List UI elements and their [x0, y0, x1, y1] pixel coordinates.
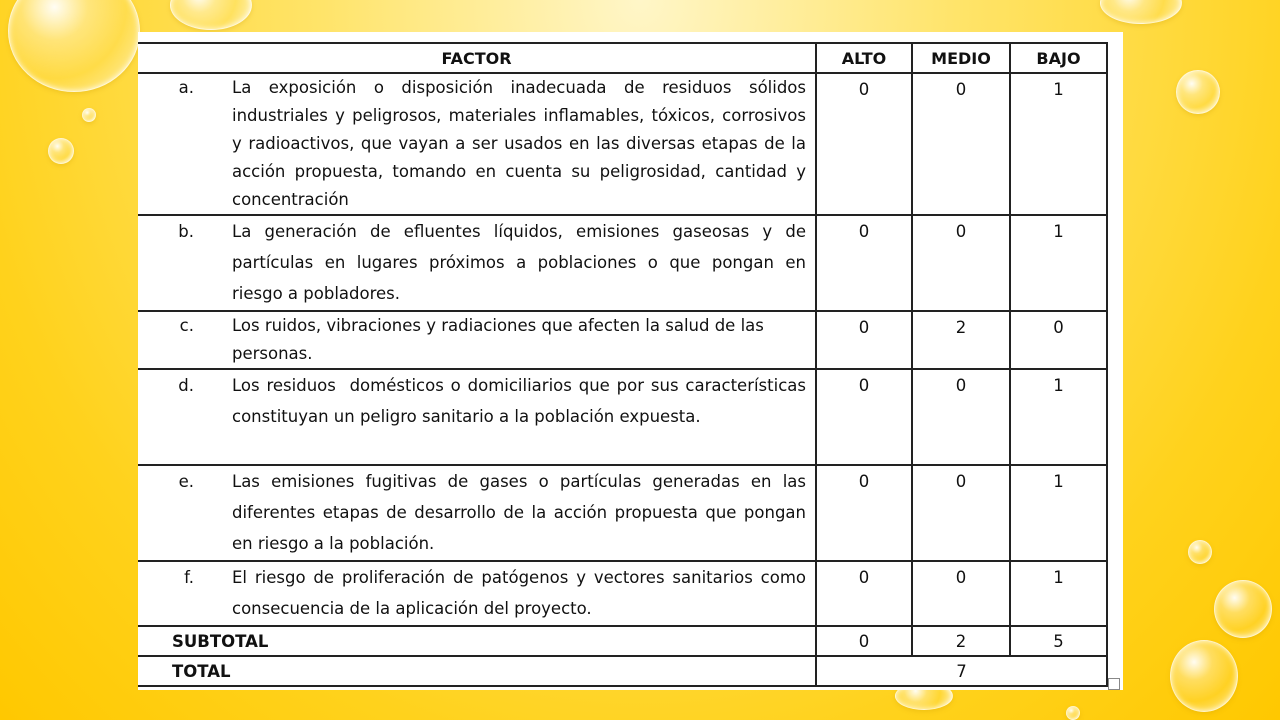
medio-value: 0 — [912, 73, 1010, 215]
table-header-row — [138, 43, 1107, 73]
total-row — [138, 656, 1107, 686]
medio-value: 2 — [912, 311, 1010, 369]
factor-letter: c. — [179, 316, 194, 335]
water-drop-decoration — [1188, 540, 1212, 564]
bajo-value: 1 — [1010, 73, 1107, 215]
bajo-value: 1 — [1010, 465, 1107, 561]
alto-value: 0 — [816, 561, 912, 626]
header-alto: ALTO — [816, 43, 912, 73]
water-drop-decoration — [1176, 70, 1220, 114]
factor-cell — [138, 73, 816, 215]
factor-cell — [138, 311, 816, 369]
table-row — [138, 73, 1107, 215]
factor-letter: e. — [178, 472, 194, 491]
table-row — [138, 311, 1107, 369]
subtotal-label: SUBTOTAL — [138, 626, 816, 656]
medio-value: 0 — [912, 215, 1010, 311]
factor-description: El riesgo de proliferación de patógenos y vectores sanitarios como consecuencia de la aplicación del proyecto. — [232, 568, 806, 618]
table-image — [138, 32, 1123, 690]
medio-value: 0 — [912, 561, 1010, 626]
factor-description: Los residuos domésticos o domiciliarios que por sus características constituyan un peligro sanitario a la población expuesta. — [232, 376, 812, 426]
factor-letter: d. — [178, 376, 194, 395]
alto-value: 0 — [816, 311, 912, 369]
alto-value: 0 — [816, 465, 912, 561]
total-label: TOTAL — [138, 656, 816, 686]
water-drop-decoration — [48, 138, 74, 164]
medio-value: 0 — [912, 369, 1010, 465]
table-resize-handle[interactable] — [1108, 678, 1120, 690]
subtotal-bajo: 5 — [1010, 626, 1107, 656]
factor-description: Los ruidos, vibraciones y radiaciones que afecten la salud de las personas. — [232, 316, 764, 363]
water-drop-decoration — [8, 0, 140, 92]
factor-letter: a. — [178, 78, 194, 97]
subtotal-alto: 0 — [816, 626, 912, 656]
alto-value: 0 — [816, 73, 912, 215]
water-drop-decoration — [1100, 0, 1182, 24]
factor-description: La generación de efluentes líquidos, emisiones gaseosas y de partículas en lugares próximos a poblaciones o que pongan en riesgo a pobladores. — [232, 222, 806, 303]
factor-cell — [138, 561, 816, 626]
table-row — [138, 215, 1107, 311]
water-drop-decoration — [1170, 640, 1238, 712]
header-bajo: BAJO — [1010, 43, 1107, 73]
total-value: 7 — [816, 656, 1107, 686]
water-drop-decoration — [1214, 580, 1272, 638]
factor-description: La exposición o disposición inadecuada de residuos sólidos industriales y peligrosos, materiales inflamables, tóxicos, corrosivos y radioactivos, que vayan a ser usados en las diversas etapas de la acción propuesta, tomando en cuenta su peligrosidad, cantidad y concentración — [232, 78, 806, 209]
bajo-value: 1 — [1010, 369, 1107, 465]
subtotal-row — [138, 626, 1107, 656]
subtotal-medio: 2 — [912, 626, 1010, 656]
bajo-value: 1 — [1010, 215, 1107, 311]
water-drop-decoration — [82, 108, 96, 122]
medio-value: 0 — [912, 465, 1010, 561]
factor-letter: f. — [184, 568, 194, 587]
table-row — [138, 561, 1107, 626]
header-medio: MEDIO — [912, 43, 1010, 73]
factor-letter: b. — [178, 222, 194, 241]
factor-cell — [138, 215, 816, 311]
risk-factor-table — [138, 42, 1108, 687]
alto-value: 0 — [816, 215, 912, 311]
alto-value: 0 — [816, 369, 912, 465]
bajo-value: 0 — [1010, 311, 1107, 369]
water-drop-decoration — [1066, 706, 1080, 720]
factor-description: Las emisiones fugitivas de gases o partículas generadas en las diferentes etapas de desarrollo de la acción propuesta que pongan en riesgo a la población. — [232, 472, 806, 553]
water-drop-decoration — [170, 0, 252, 30]
header-factor: FACTOR — [138, 43, 816, 73]
bajo-value: 1 — [1010, 561, 1107, 626]
factor-cell — [138, 369, 816, 465]
table-row — [138, 369, 1107, 465]
factor-cell — [138, 465, 816, 561]
table-row — [138, 465, 1107, 561]
